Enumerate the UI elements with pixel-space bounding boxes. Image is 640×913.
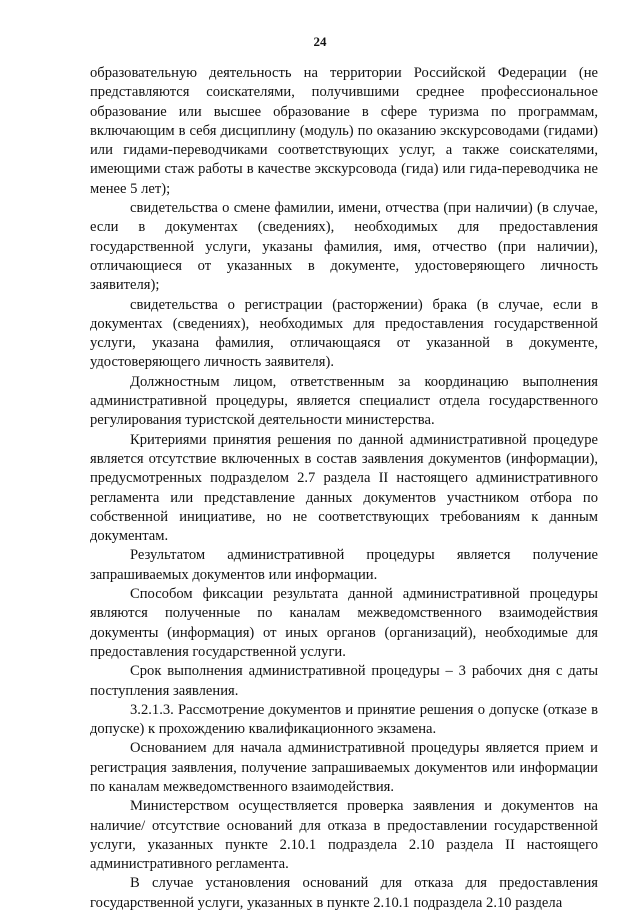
- page-number: 24: [313, 34, 327, 49]
- paragraph-procedure-term: Срок выполнения административной процедуры – 3 рабочих дня с даты поступления заявления.: [90, 663, 598, 699]
- document-body: [90, 64, 598, 913]
- paragraph-responsible-official: Должностным лицом, ответственным за координацию выполнения административной процедуры, является специалист отдела государственного регулирования туристской деятельности министерства.: [90, 373, 598, 429]
- paragraph-decision-criteria: Критериями принятия решения по данной административной процедуре является отсутствие включенных в состав заявления документов (информации), предусмотренных подразделом 2.7 раздела II настоящего административного регламента или представление данных документов участником отбора по собственной инициативе, но не соответствующих требованиям к данным документам.: [90, 431, 598, 545]
- paragraph-procedure-basis: Основанием для начала административной процедуры является прием и регистрация заявления, получение запрашиваемых документов или информации по каналам межведомственного взаимодействия.: [90, 740, 598, 795]
- paragraph-name-change-certificate: свидетельства о смене фамилии, имени, отчества (при наличии) (в случае, если в документах (сведениях), необходимых для предоставления государственной услуги, указаны фамилия, имя, отчество (при наличии), отличающиеся от указанных в документе, удостоверяющего личность заявителя);: [90, 200, 598, 294]
- paragraph-result-fixation: Способом фиксации результата данной административной процедуры являются полученные по каналам межведомственного взаимодействия документы (информация) от иных органов (организаций), необходимые для предоставления государственной услуги.: [90, 586, 598, 660]
- paragraph-procedure-result: Результатом административной процедуры является получение запрашиваемых документов или информации.: [90, 547, 598, 583]
- paragraph-section-3-2-1-3: 3.2.1.3. Рассмотрение документов и принятие решения о допуске (отказе в допуске) к прохождению квалификационного экзамена.: [90, 701, 598, 738]
- paragraph-refusal-grounds: В случае установления оснований для отказа для предоставления государственной услуги, указанных в пункте 2.10.1 подраздела 2.10 раздела: [90, 875, 598, 911]
- paragraph-ministry-check: Министерством осуществляется проверка заявления и документов на наличие/ отсутствие оснований для отказа в предоставлении государственной услуги, указанных пункте 2.10.1 подраздела 2.10 раздела II настоящего административного регламента.: [90, 798, 598, 873]
- paragraph-continuation: образовательную деятельность на территории Российской Федерации (не представляются соискателями, получившими среднее профессиональное образование или высшее образование в сфере туризма по программам, включающим в себя дисциплину (модуль) по оказанию экскурсоводами (гидами) или гидами-переводчиками соответствующих услуг, а также соискателями, имеющими стаж работы в качестве экскурсовода (гида) или гида-переводчика не менее 5 лет);: [90, 65, 598, 197]
- paragraph-marriage-certificate: свидетельства о регистрации (расторжении) брака (в случае, если в документах (сведениях), необходимых для предоставления государственной услуги, указана фамилия, отличающаяся от указанной в документе, удостоверяющего личность заявителя).: [90, 296, 598, 371]
